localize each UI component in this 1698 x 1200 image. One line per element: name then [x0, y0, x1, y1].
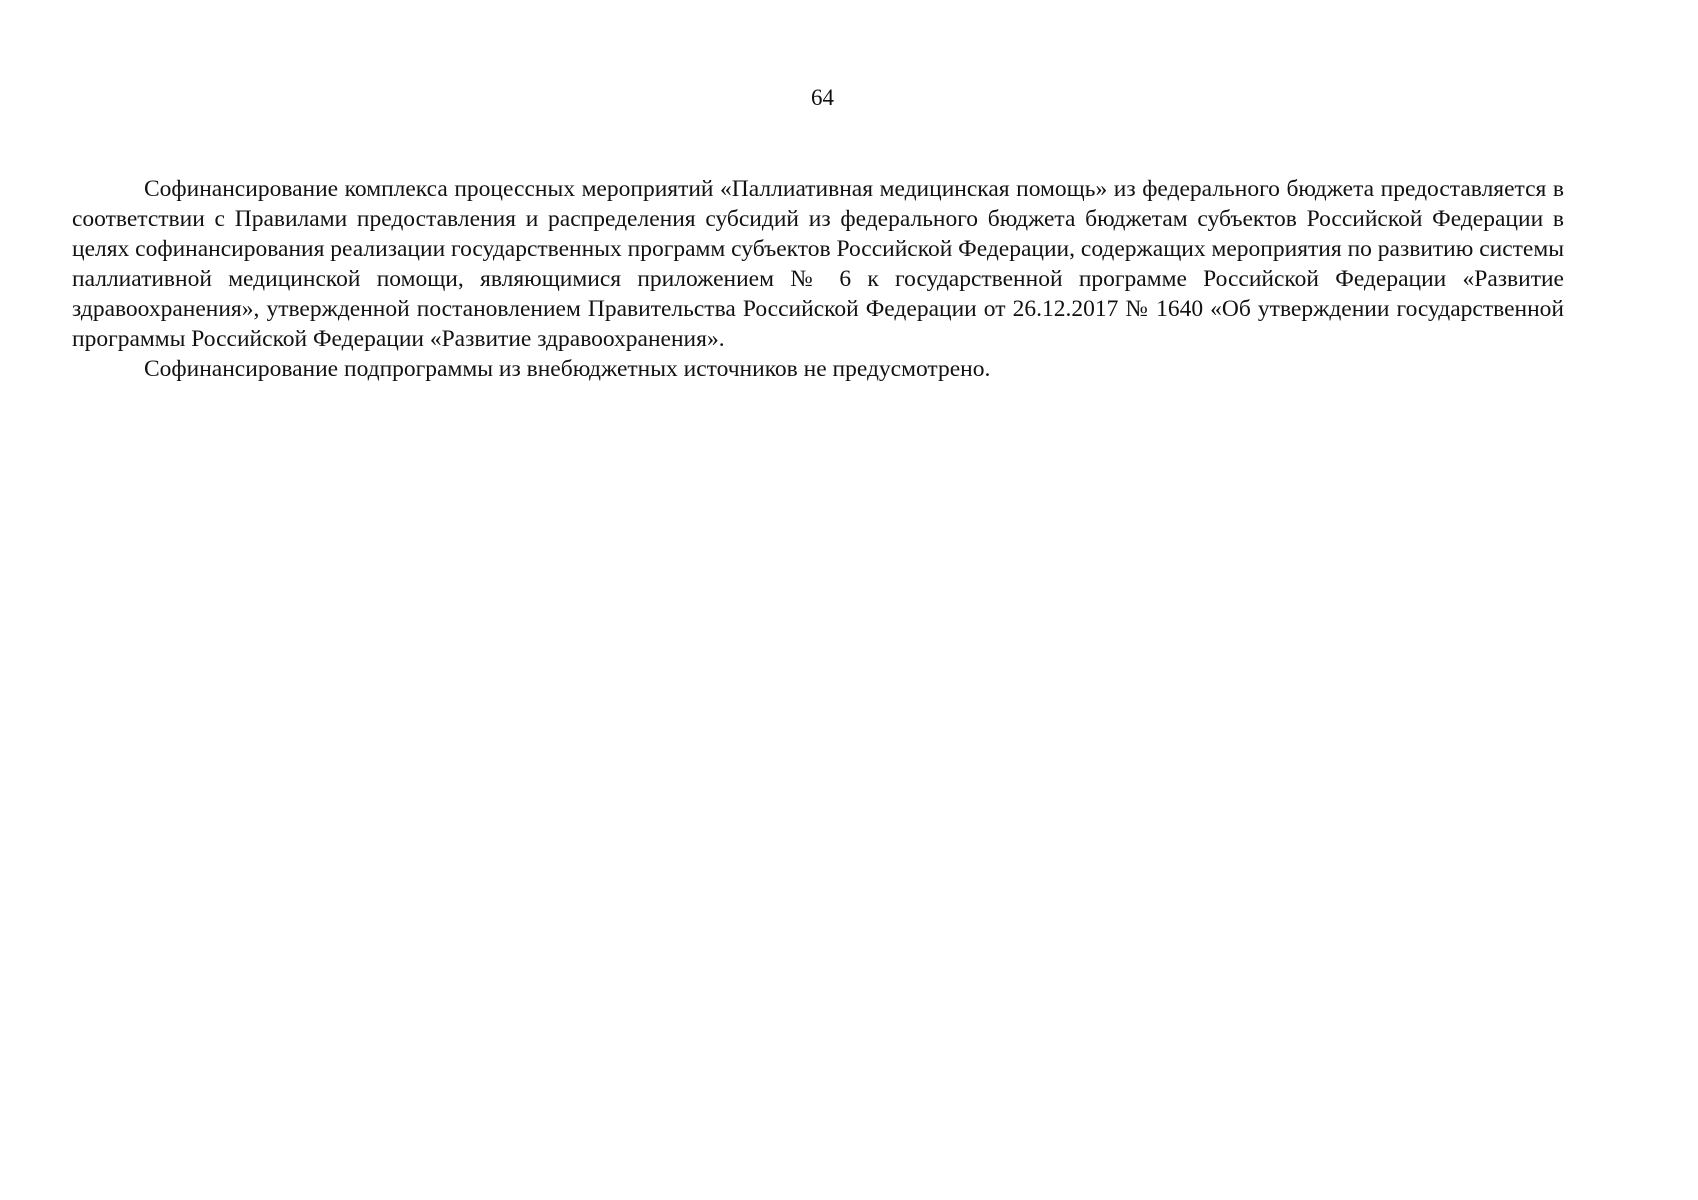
- document-body: [72, 174, 1564, 384]
- paragraph-cofinancing-federal-budget: Софинансирование комплекса процессных мероприятий «Паллиативная медицинская помощь» из федерального бюджета предоставляется в соответствии с Правилами предоставления и распределения субсидий из федерального бюджета бюджетам субъектов Российской Федерации в целях софинансирования реализации государственных программ субъектов Российской Федерации, содержащих мероприятия по развитию системы паллиативной медицинской помощи, являющимися приложением № 6 к государственной программе Российской Федерации «Развитие здравоохранения», утвержденной постановлением Правительства Российской Федерации от 26.12.2017 № 1640 «Об утверждении государственной программы Российской Федерации «Развитие здравоохранения».: [72, 176, 1564, 352]
- page-number: 64: [811, 85, 834, 110]
- paragraph-cofinancing-extrabudgetary: Софинансирование подпрограммы из внебюджетных источников не предусмотрено.: [144, 356, 991, 382]
